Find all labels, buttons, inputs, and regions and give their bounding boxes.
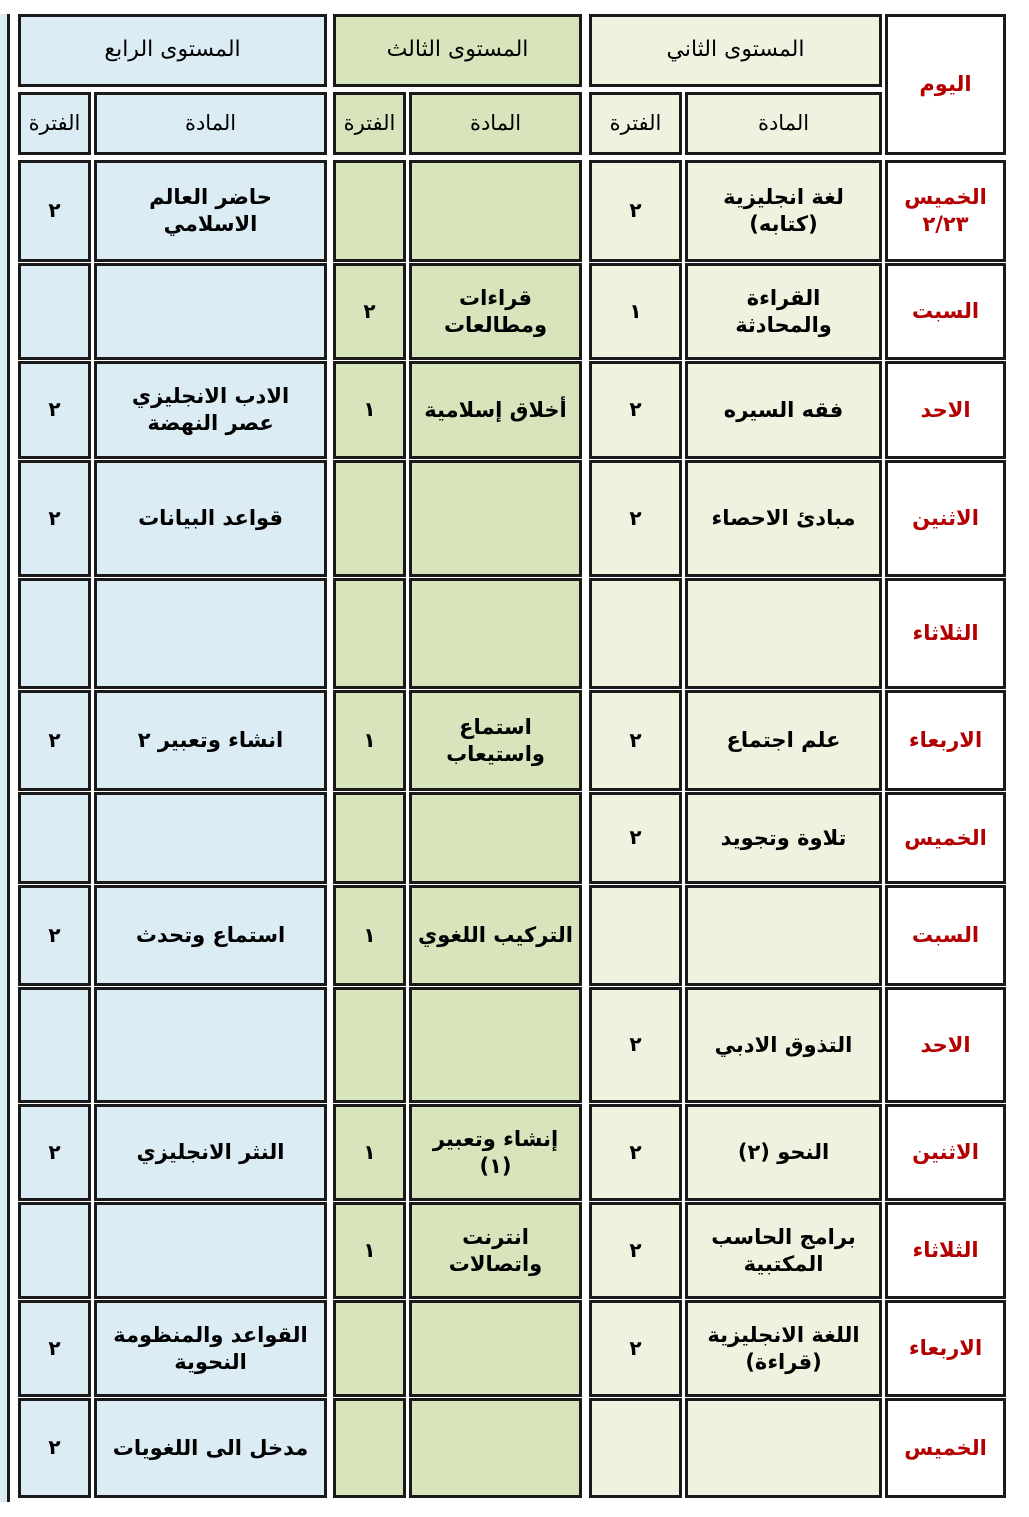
- level2-period-cell: [589, 1104, 682, 1201]
- header-day: [885, 14, 1006, 155]
- level4-period-cell: [18, 1202, 91, 1299]
- level2-subject-cell: [685, 1202, 882, 1299]
- day-cell-text: الخميس: [904, 1435, 987, 1460]
- level2-subject-cell: [685, 1104, 882, 1201]
- day-cell-text: الاثنين: [912, 1140, 979, 1165]
- level4-period-cell: [18, 160, 91, 262]
- level4-period-cell: [18, 792, 91, 884]
- level4-period-cell-text: ٢: [48, 198, 61, 223]
- header-day-label: اليوم: [919, 72, 972, 97]
- header-level2-label: المستوى الثاني: [666, 37, 805, 63]
- level3-period-cell: [333, 690, 406, 791]
- level3-subject-cell: [409, 460, 582, 577]
- level2-subject-cell-text: لغة انجليزية (كتابه): [723, 185, 844, 236]
- level3-subject-cell-text: إنشاء وتعبير (١): [432, 1126, 559, 1178]
- level4-subject-cell: [94, 263, 327, 360]
- level4-period-cell: [18, 578, 91, 689]
- level3-subject-cell: [409, 987, 582, 1103]
- level4-subject-cell-text: النثر الانجليزي: [136, 1140, 285, 1165]
- header-level2-period: [589, 92, 682, 155]
- header-level3-subject: [409, 92, 582, 155]
- level2-period-cell-text: ٢: [629, 1237, 642, 1262]
- day-cell: [885, 578, 1006, 689]
- header-period-label: الفترة: [609, 111, 662, 136]
- level2-period-cell: [589, 885, 682, 986]
- level4-period-cell: [18, 361, 91, 459]
- day-cell: [885, 690, 1006, 791]
- level4-subject-cell-text: الادب الانجليزي عصر النهضة: [131, 384, 290, 435]
- day-cell-text: السبت: [911, 923, 980, 948]
- day-cell: [885, 1202, 1006, 1299]
- level2-subject-cell: [685, 1398, 882, 1498]
- day-cell-text: الاثنين: [912, 506, 979, 531]
- level2-subject-cell: [685, 792, 882, 884]
- level4-subject-cell-text: انشاء وتعبير ٢: [137, 728, 284, 753]
- level4-subject-cell: [94, 690, 327, 791]
- level3-subject-cell: [409, 361, 582, 459]
- day-cell: [885, 160, 1006, 262]
- day-cell: [885, 792, 1006, 884]
- level2-subject-cell: [685, 987, 882, 1103]
- level3-subject-cell-text: أخلاق إسلامية: [424, 397, 567, 422]
- level4-period-cell: [18, 1300, 91, 1397]
- header-level4: [18, 14, 327, 87]
- level3-subject-cell-text: انترنت واتصالات: [448, 1224, 543, 1276]
- level2-subject-cell: [685, 578, 882, 689]
- level4-period-cell: [18, 460, 91, 577]
- header-subject-label: المادة: [757, 111, 810, 136]
- level3-period-cell-text: ١: [363, 922, 376, 947]
- level2-subject-cell-text: فقه السيره: [723, 397, 844, 422]
- day-cell: [885, 987, 1006, 1103]
- level3-period-cell: [333, 160, 406, 262]
- header-level4-label: المستوى الرابع: [104, 37, 241, 63]
- level3-period-cell-text: ١: [363, 397, 376, 422]
- header-level3-label: المستوى الثالث: [386, 37, 529, 63]
- level2-subject-cell-text: التذوق الادبي: [714, 1032, 853, 1057]
- day-cell-text: الاحد: [920, 1032, 971, 1057]
- level2-subject-cell: [685, 460, 882, 577]
- day-cell: [885, 361, 1006, 459]
- day-cell: [885, 1398, 1006, 1498]
- day-cell-text: الاربعاء: [908, 728, 983, 753]
- level2-subject-cell: [685, 263, 882, 360]
- header-subject-label: المادة: [469, 111, 522, 136]
- level2-period-cell: [589, 1202, 682, 1299]
- level2-subject-cell: [685, 690, 882, 791]
- level2-period-cell-text: ٢: [629, 1032, 642, 1057]
- level3-period-cell: [333, 460, 406, 577]
- level4-subject-cell: [94, 1300, 327, 1397]
- day-cell-text: الاربعاء: [908, 1336, 983, 1361]
- level2-subject-cell-text: اللغة الانجليزية (قراءة): [707, 1322, 860, 1374]
- level4-period-cell: [18, 1104, 91, 1201]
- level2-subject-cell-text: تلاوة وتجويد: [720, 825, 847, 850]
- level4-subject-cell: [94, 160, 327, 262]
- level3-period-cell: [333, 987, 406, 1103]
- day-cell: [885, 885, 1006, 986]
- level2-period-cell-text: ٢: [629, 1335, 642, 1360]
- header-level3-period: [333, 92, 406, 155]
- level3-subject-cell: [409, 690, 582, 791]
- level2-period-cell: [589, 361, 682, 459]
- level4-subject-cell: [94, 361, 327, 459]
- day-cell-text: الخميس: [904, 825, 987, 850]
- level3-subject-cell-text: التركيب اللغوي: [418, 923, 573, 948]
- day-cell: [885, 263, 1006, 360]
- level2-period-cell: [589, 460, 682, 577]
- level4-period-cell: [18, 987, 91, 1103]
- header-level2-subject: [685, 92, 882, 155]
- level2-subject-cell-text: مبادئ الاحصاء: [711, 506, 856, 531]
- level3-period-cell-text: ١: [363, 727, 376, 752]
- level2-period-cell-text: ١: [629, 298, 642, 323]
- level2-period-cell: [589, 1300, 682, 1397]
- level3-period-cell: [333, 1104, 406, 1201]
- level2-subject-cell: [685, 361, 882, 459]
- level4-subject-cell-text: مدخل الى اللغويات: [112, 1435, 309, 1460]
- level2-subject-cell: [685, 160, 882, 262]
- header-subject-label: المادة: [184, 111, 237, 136]
- level2-period-cell-text: ٢: [629, 825, 642, 850]
- level4-subject-cell: [94, 987, 327, 1103]
- level4-subject-cell: [94, 578, 327, 689]
- level3-period-cell: [333, 578, 406, 689]
- level2-period-cell: [589, 987, 682, 1103]
- level4-period-cell: [18, 690, 91, 791]
- day-cell-text: الخميس ٢/٢٣: [904, 185, 987, 236]
- level4-period-cell: [18, 885, 91, 986]
- level2-period-cell: [589, 690, 682, 791]
- header-level4-period: [18, 92, 91, 155]
- day-cell-text: الاحد: [920, 397, 971, 422]
- level4-subject-cell: [94, 792, 327, 884]
- level3-period-cell: [333, 263, 406, 360]
- level2-period-cell-text: ٢: [629, 727, 642, 752]
- header-level2: [589, 14, 882, 87]
- level2-subject-cell-text: برامج الحاسب المكتبية: [711, 1224, 856, 1276]
- level4-period-cell-text: ٢: [48, 922, 61, 947]
- level4-period-cell: [18, 1398, 91, 1498]
- level4-period-cell-text: ٢: [48, 397, 61, 422]
- level4-period-cell-text: ٢: [48, 505, 61, 530]
- level3-period-cell: [333, 1398, 406, 1498]
- level4-period-cell: [18, 263, 91, 360]
- day-cell: [885, 1104, 1006, 1201]
- level2-period-cell: [589, 578, 682, 689]
- level3-period-cell-text: ٢: [363, 298, 376, 323]
- level3-period-cell-text: ١: [363, 1139, 376, 1164]
- level4-subject-cell-text: حاضر العالم الاسلامي: [149, 185, 272, 236]
- day-cell-text: الثلاثاء: [912, 621, 979, 646]
- level3-period-cell: [333, 1202, 406, 1299]
- level4-period-cell-text: ٢: [48, 1435, 61, 1460]
- level2-period-cell-text: ٢: [629, 1139, 642, 1164]
- level3-subject-cell-text: قراءات ومطالعات: [443, 285, 548, 337]
- level2-subject-cell: [685, 885, 882, 986]
- level2-period-cell: [589, 263, 682, 360]
- level3-period-cell-text: ١: [363, 1237, 376, 1262]
- level4-subject-cell: [94, 1202, 327, 1299]
- header-period-label: الفترة: [28, 111, 81, 136]
- level4-period-cell-text: ٢: [48, 1335, 61, 1360]
- level4-subject-cell-text: القواعد والمنظومة النحوية: [113, 1322, 308, 1374]
- level4-subject-cell-text: قواعد البيانات: [138, 506, 283, 531]
- level3-subject-cell: [409, 792, 582, 884]
- level3-period-cell: [333, 792, 406, 884]
- level3-subject-cell: [409, 1104, 582, 1201]
- level2-period-cell-text: ٢: [629, 397, 642, 422]
- level4-subject-cell: [94, 460, 327, 577]
- level2-subject-cell-text: القراءة والمحادثة: [735, 285, 832, 337]
- level2-period-cell: [589, 1398, 682, 1498]
- level4-period-cell-text: ٢: [48, 1139, 61, 1164]
- level4-period-cell-text: ٢: [48, 727, 61, 752]
- header-level4-subject: [94, 92, 327, 155]
- level3-period-cell: [333, 361, 406, 459]
- level3-period-cell: [333, 885, 406, 986]
- level3-subject-cell: [409, 578, 582, 689]
- level3-subject-cell: [409, 160, 582, 262]
- level4-subject-cell: [94, 885, 327, 986]
- level2-period-cell: [589, 160, 682, 262]
- level3-subject-cell: [409, 263, 582, 360]
- level4-subject-cell-text: استماع وتحدث: [135, 923, 286, 948]
- level3-subject-cell: [409, 1398, 582, 1498]
- next-column-edge: [0, 14, 10, 1502]
- level2-subject-cell-text: النحو (٢): [737, 1140, 830, 1165]
- day-cell: [885, 1300, 1006, 1397]
- level3-period-cell: [333, 1300, 406, 1397]
- level2-subject-cell-text: علم اجتماع: [726, 728, 841, 753]
- level4-subject-cell: [94, 1104, 327, 1201]
- level2-period-cell: [589, 792, 682, 884]
- day-cell-text: السبت: [911, 299, 980, 324]
- header-level3: [333, 14, 582, 87]
- day-cell-text: الثلاثاء: [912, 1238, 979, 1263]
- level4-subject-cell: [94, 1398, 327, 1498]
- level3-subject-cell: [409, 885, 582, 986]
- level3-subject-cell: [409, 1202, 582, 1299]
- level2-subject-cell: [685, 1300, 882, 1397]
- level2-period-cell-text: ٢: [629, 198, 642, 223]
- level2-period-cell-text: ٢: [629, 505, 642, 530]
- header-period-label: الفترة: [343, 111, 396, 136]
- level3-subject-cell-text: استماع واستيعاب: [446, 714, 545, 766]
- level3-subject-cell: [409, 1300, 582, 1397]
- day-cell: [885, 460, 1006, 577]
